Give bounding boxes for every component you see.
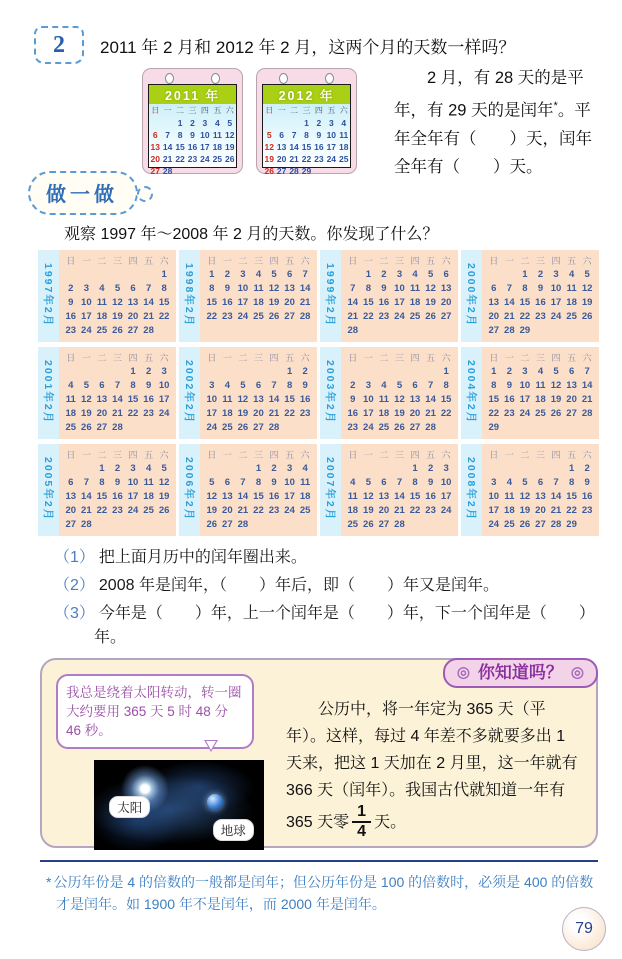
mini-calendar-2002 <box>179 347 317 439</box>
desk-calendar-2012 <box>256 68 357 174</box>
question-text: 把上面月历中的闰年圈出来。 <box>98 548 307 566</box>
question-2 <box>54 574 598 598</box>
mini-calendar-grid: 日 一 二 三 四 五 六 1 2 3 4 5 6 7 8 9 10 11 12 13 14 15 16 17 18 19 20 21 22 23 24 25 26 27 28 29 <box>482 347 599 439</box>
mini-calendar-year-label: 2004年2月 <box>461 347 482 439</box>
problem-number-badge: 2 <box>34 26 84 64</box>
calendar-grid-2011: 日 一 二 三 四 五 六 1 2 3 4 5 6 7 8 9 10 11 12 13 14 15 16 17 18 19 20 21 22 23 24 25 26 27 28 <box>150 106 235 176</box>
calendar-ring-hole <box>325 73 334 84</box>
footnote-asterisk: * <box>553 100 558 112</box>
mini-calendar-grid: 日 一 二 三 四 五 六 1 2 3 4 5 6 7 8 9 10 11 12 13 14 15 16 17 18 19 20 21 22 23 24 25 26 27 28 <box>200 444 317 536</box>
mini-calendar-grid: 日 一 二 三 四 五 六 1 2 3 4 5 6 7 8 9 10 11 12 13 14 15 16 17 18 19 20 21 22 23 24 25 26 27 28 <box>59 250 176 342</box>
mini-calendar-grid: 日 一 二 三 四 五 六 1 2 3 4 5 6 7 8 9 10 11 12 13 14 15 16 17 18 19 20 21 22 23 24 25 26 27 28 <box>59 444 176 536</box>
question-number: （2） <box>54 576 95 594</box>
decorative-ring-icon: ◎ <box>456 663 470 681</box>
mini-calendar-grid: 日 一 二 三 四 五 六 1 2 3 4 5 6 7 8 9 10 11 12 13 14 15 16 17 18 19 20 21 22 23 24 25 26 27 28 <box>59 347 176 439</box>
mini-calendar-2001 <box>38 347 176 439</box>
problem-title: 2011 年 2 月和 2012 年 2 月，这两个月的天数一样吗？ <box>100 37 516 57</box>
mini-calendar-2005 <box>38 444 176 536</box>
mini-calendar-year-label: 2005年2月 <box>38 444 59 536</box>
mini-calendar-year-label: 1997年2月 <box>38 250 59 342</box>
mini-calendar-2008 <box>461 444 599 536</box>
decorative-ring-icon: ◎ <box>570 663 584 681</box>
mini-calendar-grid: 日 一 二 三 四 五 六 1 2 3 4 5 6 7 8 9 10 11 12 13 14 15 16 17 18 19 20 21 22 23 24 25 26 27 28 29 <box>482 250 599 342</box>
mini-calendar-grid: 日 一 二 三 四 五 六 1 2 3 4 5 6 7 8 9 10 11 12 13 14 15 16 17 18 19 20 21 22 23 24 25 26 27 28 <box>341 250 458 342</box>
mini-calendar-year-label: 1998年2月 <box>179 250 200 342</box>
question-number: （3） <box>54 604 95 622</box>
did-you-know-title: 你知道吗？ <box>477 662 563 682</box>
mini-calendar-year-label: 2001年2月 <box>38 347 59 439</box>
do-it-label: 做一做 <box>28 171 138 215</box>
page-number-badge: 79 <box>562 907 606 951</box>
did-you-know-tab <box>443 658 598 688</box>
mini-calendar-grid: 日 一 二 三 四 五 六 1 2 3 4 5 6 7 8 9 10 11 12 13 14 15 16 17 18 19 20 21 22 23 24 25 26 27 28 29 <box>482 444 599 536</box>
calendar-ring-hole <box>279 73 288 84</box>
question-text: 2008 年是闰年，（ ）年后，即（ ）年又是闰年。 <box>98 576 499 594</box>
mini-calendar-1997 <box>38 250 176 342</box>
mini-calendar-2000 <box>461 250 599 342</box>
earth-speech-bubble: 我总是绕着太阳转动，转一圈大约要用 365 天 5 时 48 分 46 秒。 <box>56 674 254 749</box>
mini-calendar-2003 <box>320 347 458 439</box>
calendar-year-title: 2012 年 <box>263 85 350 104</box>
mini-calendar-grid: 日 一 二 三 四 五 六 1 2 3 4 5 6 7 8 9 10 11 12 13 14 15 16 17 18 19 20 21 22 23 24 25 26 27 28 <box>200 347 317 439</box>
calendar-ring-hole <box>211 73 220 84</box>
did-you-know-box <box>40 658 598 848</box>
mini-calendar-2004 <box>461 347 599 439</box>
mini-calendar-year-label: 2006年2月 <box>179 444 200 536</box>
question-text: 今年是（ ）年，上一个闰年是（ ）年，下一个闰年是（ ）年。 <box>94 604 595 646</box>
observe-prompt: 观察 1997 年～2008 年 2 月的天数。你发现了什么？ <box>64 225 439 243</box>
calendar-year-title: 2011 年 <box>149 85 236 104</box>
mini-calendar-year-label: 1999年2月 <box>320 250 341 342</box>
earth-icon <box>207 794 223 810</box>
calendar-comparison-row <box>142 68 598 181</box>
fraction-one-quarter: $\frac{1}{4}$ <box>352 804 371 842</box>
calendar-ring-hole <box>165 73 174 84</box>
mini-calendar-year-label: 2002年2月 <box>179 347 200 439</box>
mini-calendar-year-label: 2008年2月 <box>461 444 482 536</box>
mini-calendar-year-label: 2000年2月 <box>461 250 482 342</box>
problem-header <box>34 26 598 64</box>
question-number: （1） <box>54 548 95 566</box>
mini-calendar-grid: 日 一 二 三 四 五 六 1 2 3 4 5 6 7 8 9 10 11 12 13 14 15 16 17 18 19 20 21 22 23 24 25 26 27 28 <box>341 444 458 536</box>
desk-calendar-2011 <box>142 68 243 174</box>
question-1 <box>54 546 598 570</box>
earth-label: 地球 <box>213 819 254 841</box>
sun-label: 太阳 <box>109 796 150 818</box>
mini-calendar-grid: 日 一 二 三 四 五 六 1 2 3 4 5 6 7 8 9 10 11 12 13 14 15 16 17 18 19 20 21 22 23 24 25 26 27 28 <box>341 347 458 439</box>
footnote-text: 公历年份是 4 的倍数的一般都是闰年；但公历年份是 100 的倍数时，必须是 400 的倍数才是闰年。如 1900 年不是闰年，而 2000 年是闰年。 <box>53 873 594 912</box>
mini-calendar-year-label: 2003年2月 <box>320 347 341 439</box>
mini-calendar-1999 <box>320 250 458 342</box>
mini-calendar-year-label: 2007年2月 <box>320 444 341 536</box>
question-3 <box>54 602 598 650</box>
footnote <box>40 860 598 915</box>
calendar-grid-2012: 日 一 二 三 四 五 六 1 2 3 4 5 6 7 8 9 10 11 12 13 14 15 16 17 18 19 20 21 22 23 24 25 26 27 28 29 <box>264 106 349 176</box>
footnote-asterisk: * <box>46 873 52 890</box>
february-calendar-grid <box>38 250 599 536</box>
mini-calendar-2006 <box>179 444 317 536</box>
sun-earth-image <box>94 760 264 850</box>
mini-calendar-1998 <box>179 250 317 342</box>
question-list <box>54 546 598 650</box>
leap-year-explanation: 2 月，有 28 天的是平年，有 29 天的是闰年*。平年全年有（ ）天，闰年全年有（ ）天。 <box>394 69 592 176</box>
did-you-know-text: 公历中，将一年定为 365 天（平年）。这样，每过 4 年差不多就要多出 1 天来，把这 1 天加在 2 月里，这一年就有 366 天（闰年）。我国古代就知道一年有 365 天零 $\frac{1}{4}$ 天。 <box>286 700 578 841</box>
mini-calendar-grid: 日 一 二 三 四 五 六 1 2 3 4 5 6 7 8 9 10 11 12 13 14 15 16 17 18 19 20 21 22 23 24 25 26 27 28 <box>200 250 317 342</box>
illustration-area <box>54 684 272 838</box>
mini-calendar-2007 <box>320 444 458 536</box>
